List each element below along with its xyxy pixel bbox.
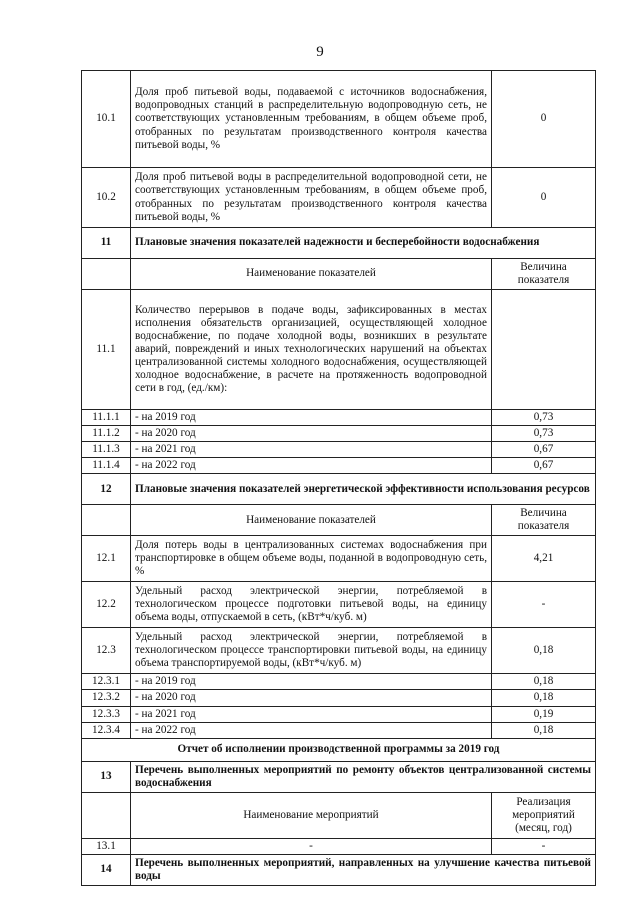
indicator-text: - на 2022 год <box>131 722 492 738</box>
table-row <box>82 442 596 458</box>
section-row <box>82 474 596 505</box>
indicator-text: - на 2020 год <box>131 426 492 442</box>
table-row <box>82 674 596 690</box>
table-row <box>82 426 596 442</box>
column-header-name: Наименование мероприятий <box>131 792 492 838</box>
row-number: 12.3.2 <box>82 690 131 706</box>
indicator-value: 4,21 <box>492 536 596 582</box>
column-header-row <box>82 792 596 838</box>
indicator-text: - на 2021 год <box>131 706 492 722</box>
indicator-text: Количество перерывов в подаче воды, зафиксированных в местах исполнения обязательств организацией, осуществляющей холодное водоснабжение, по подаче холодной воды, возникших в результате аварий, повреждений и иных технологических нарушений на объектах централизованной системы холодного водоснабжения, осуществляющей холодное водоснабжение, в расчете на протяженность водопроводной сети в год, (ед./км): <box>131 290 492 410</box>
indicator-text: - на 2020 год <box>131 690 492 706</box>
row-number: 11.1.4 <box>82 458 131 474</box>
table-row <box>82 458 596 474</box>
column-header-value: Реализация мероприятий (месяц, год) <box>492 792 596 838</box>
row-number: 10.1 <box>82 71 131 168</box>
report-title-row <box>82 738 596 761</box>
indicator-value: 0,67 <box>492 442 596 458</box>
table-row <box>82 582 596 628</box>
section-heading: Плановые значения показателей надежности и бесперебойности водоснабжения <box>131 228 596 259</box>
row-number: 13.1 <box>82 838 131 854</box>
empty-cell <box>82 792 131 838</box>
table-row <box>82 690 596 706</box>
table-row <box>82 536 596 582</box>
table-row <box>82 168 596 228</box>
row-number: 12.3.4 <box>82 722 131 738</box>
section-row <box>82 761 596 792</box>
column-header-value: Величина показателя <box>492 505 596 536</box>
indicator-value <box>492 290 596 410</box>
table-row <box>82 628 596 674</box>
indicators-table <box>81 70 596 886</box>
indicator-value: - <box>492 838 596 854</box>
indicator-text: Доля проб питьевой воды, подаваемой с источников водоснабжения, водопроводных станций в распределительную водопроводную сеть, не соответствующих установленным требованиям, в общем объеме проб, отобранных по результатам производственного контроля качества питьевой воды, % <box>131 71 492 168</box>
indicator-text: Удельный расход электрической энергии, потребляемой в технологическом процессе подготовки питьевой воды, на единицу объема воды, отпускаемой в сеть, (кВт*ч/куб. м) <box>131 582 492 628</box>
indicator-text: - на 2019 год <box>131 674 492 690</box>
report-title: Отчет об исполнении производственной программы за 2019 год <box>82 738 596 761</box>
table-row <box>82 838 596 854</box>
column-header-name: Наименование показателей <box>131 259 492 290</box>
indicator-value: 0,18 <box>492 674 596 690</box>
table-row <box>82 290 596 410</box>
section-number: 12 <box>82 474 131 505</box>
table-row <box>82 71 596 168</box>
indicator-text: Удельный расход электрической энергии, потребляемой в технологическом процессе транспортировки питьевой воды, на единицу объема транспортируемой воды, (кВт*ч/куб. м) <box>131 628 492 674</box>
row-number: 11.1 <box>82 290 131 410</box>
section-number: 13 <box>82 761 131 792</box>
column-header-value: Величина показателя <box>492 259 596 290</box>
indicator-value: - <box>492 582 596 628</box>
empty-cell <box>82 505 131 536</box>
row-number: 11.1.1 <box>82 410 131 426</box>
row-number: 10.2 <box>82 168 131 228</box>
indicator-text: - на 2022 год <box>131 458 492 474</box>
row-number: 12.3.3 <box>82 706 131 722</box>
indicator-text: Доля проб питьевой воды в распределительной водопроводной сети, не соответствующих установленным требованиям, в общем объеме проб, отобранных по результатам производственного контроля качества питьевой воды, % <box>131 168 492 228</box>
section-row <box>82 854 596 885</box>
column-header-name: Наименование показателей <box>131 505 492 536</box>
indicator-value: 0 <box>492 71 596 168</box>
column-header-row <box>82 505 596 536</box>
row-number: 12.3 <box>82 628 131 674</box>
indicator-text: - <box>131 838 492 854</box>
indicator-text: - на 2021 год <box>131 442 492 458</box>
row-number: 12.1 <box>82 536 131 582</box>
section-heading: Плановые значения показателей энергетической эффективности использования ресурсов <box>131 474 596 505</box>
section-row <box>82 228 596 259</box>
section-heading: Перечень выполненных мероприятий по ремонту объектов централизованной системы водоснабжения <box>131 761 596 792</box>
table-row <box>82 706 596 722</box>
indicator-value: 0,18 <box>492 628 596 674</box>
section-number: 11 <box>82 228 131 259</box>
row-number: 12.2 <box>82 582 131 628</box>
indicator-value: 0,19 <box>492 706 596 722</box>
indicator-value: 0,67 <box>492 458 596 474</box>
indicator-value: 0,18 <box>492 690 596 706</box>
row-number: 11.1.3 <box>82 442 131 458</box>
indicator-value: 0,18 <box>492 722 596 738</box>
indicator-value: 0 <box>492 168 596 228</box>
table-row <box>82 722 596 738</box>
table-row <box>82 410 596 426</box>
page-number: 9 <box>316 44 324 60</box>
indicator-value: 0,73 <box>492 410 596 426</box>
row-number: 11.1.2 <box>82 426 131 442</box>
empty-cell <box>82 259 131 290</box>
row-number: 12.3.1 <box>82 674 131 690</box>
column-header-row <box>82 259 596 290</box>
section-heading: Перечень выполненных мероприятий, направленных на улучшение качества питьевой воды <box>131 854 596 885</box>
indicator-value: 0,73 <box>492 426 596 442</box>
indicator-text: - на 2019 год <box>131 410 492 426</box>
indicator-text: Доля потерь воды в централизованных системах водоснабжения при транспортировке в общем объеме воды, поданной в водопроводную сеть, % <box>131 536 492 582</box>
section-number: 14 <box>82 854 131 885</box>
